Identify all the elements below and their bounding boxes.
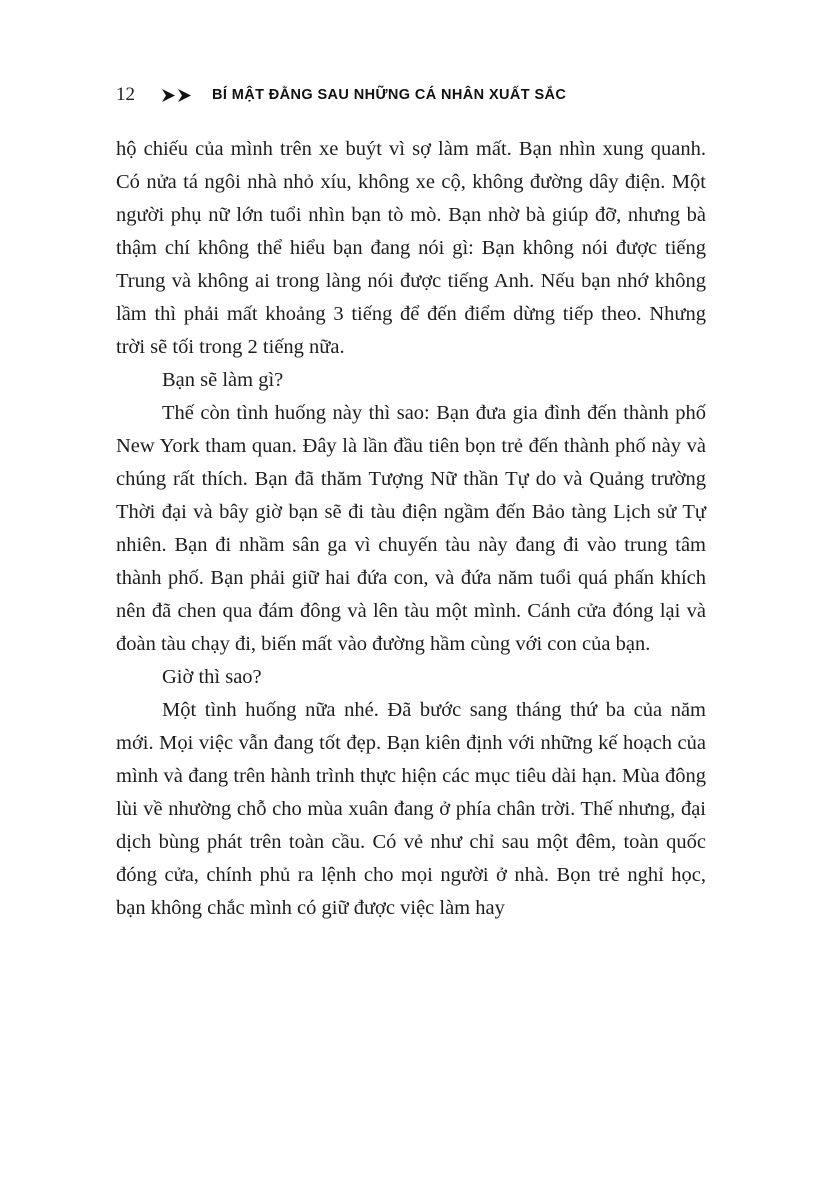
paragraph: Giờ thì sao? bbox=[162, 666, 262, 688]
paragraph: Một tình huống nữa nhé. Đã bước sang tháng thứ ba của năm mới. Mọi việc vẫn đang tốt đẹp. Bạn kiên định với những kế hoạch của mình và đang trên hành trình thực hiện các mục tiêu dài hạn. Mùa đông lùi về nhường chỗ cho mùa xuân đang ở phía chân trời. Thế nhưng, đại dịch bùng phát trên toàn cầu. Có vẻ như chỉ sau một đêm, toàn quốc đóng cửa, chính phủ ra lệnh cho mọi người ở nhà. Bọn trẻ nghỉ học, bạn không chắc mình có giữ được việc làm hay bbox=[116, 699, 706, 919]
double-chevron-icon bbox=[162, 89, 198, 102]
paragraph: Thế còn tình huống này thì sao: Bạn đưa gia đình đến thành phố New York tham quan. Đây là lần đầu tiên bọn trẻ đến thành phố này và chúng rất thích. Bạn đã thăm Tượng Nữ thần Tự do và Quảng trường Thời đại và bây giờ bạn sẽ đi tàu điện ngầm đến Bảo tàng Lịch sử Tự nhiên. Bạn đi nhầm sân ga vì chuyến tàu này đang đi vào trung tâm thành phố. Bạn phải giữ hai đứa con, và đứa năm tuổi quá phấn khích nên đã chen qua đám đông và lên tàu một mình. Cánh cửa đóng lại và đoàn tàu chạy đi, biến mất vào đường hầm cùng với con của bạn. bbox=[116, 402, 706, 655]
page-number: 12 bbox=[116, 84, 135, 105]
paragraph: Bạn sẽ làm gì? bbox=[162, 369, 284, 391]
paragraph: hộ chiếu của mình trên xe buýt vì sợ làm mất. Bạn nhìn xung quanh. Có nửa tá ngôi nhà nhỏ xíu, không xe cộ, không đường dây điện. Một người phụ nữ lớn tuổi nhìn bạn tò mò. Bạn nhờ bà giúp đỡ, nhưng bà thậm chí không thể hiểu bạn đang nói gì: Bạn không nói được tiếng Trung và không ai trong làng nói được tiếng Anh. Nếu bạn nhớ không lầm thì phải mất khoảng 3 tiếng để đến điểm dừng tiếp theo. Nhưng trời sẽ tối trong 2 tiếng nữa. bbox=[116, 138, 706, 358]
body-text bbox=[116, 133, 706, 925]
running-title: BÍ MẬT ĐẰNG SAU NHỮNG CÁ NHÂN XUẤT SẮC bbox=[212, 87, 567, 103]
page-header bbox=[116, 84, 706, 106]
